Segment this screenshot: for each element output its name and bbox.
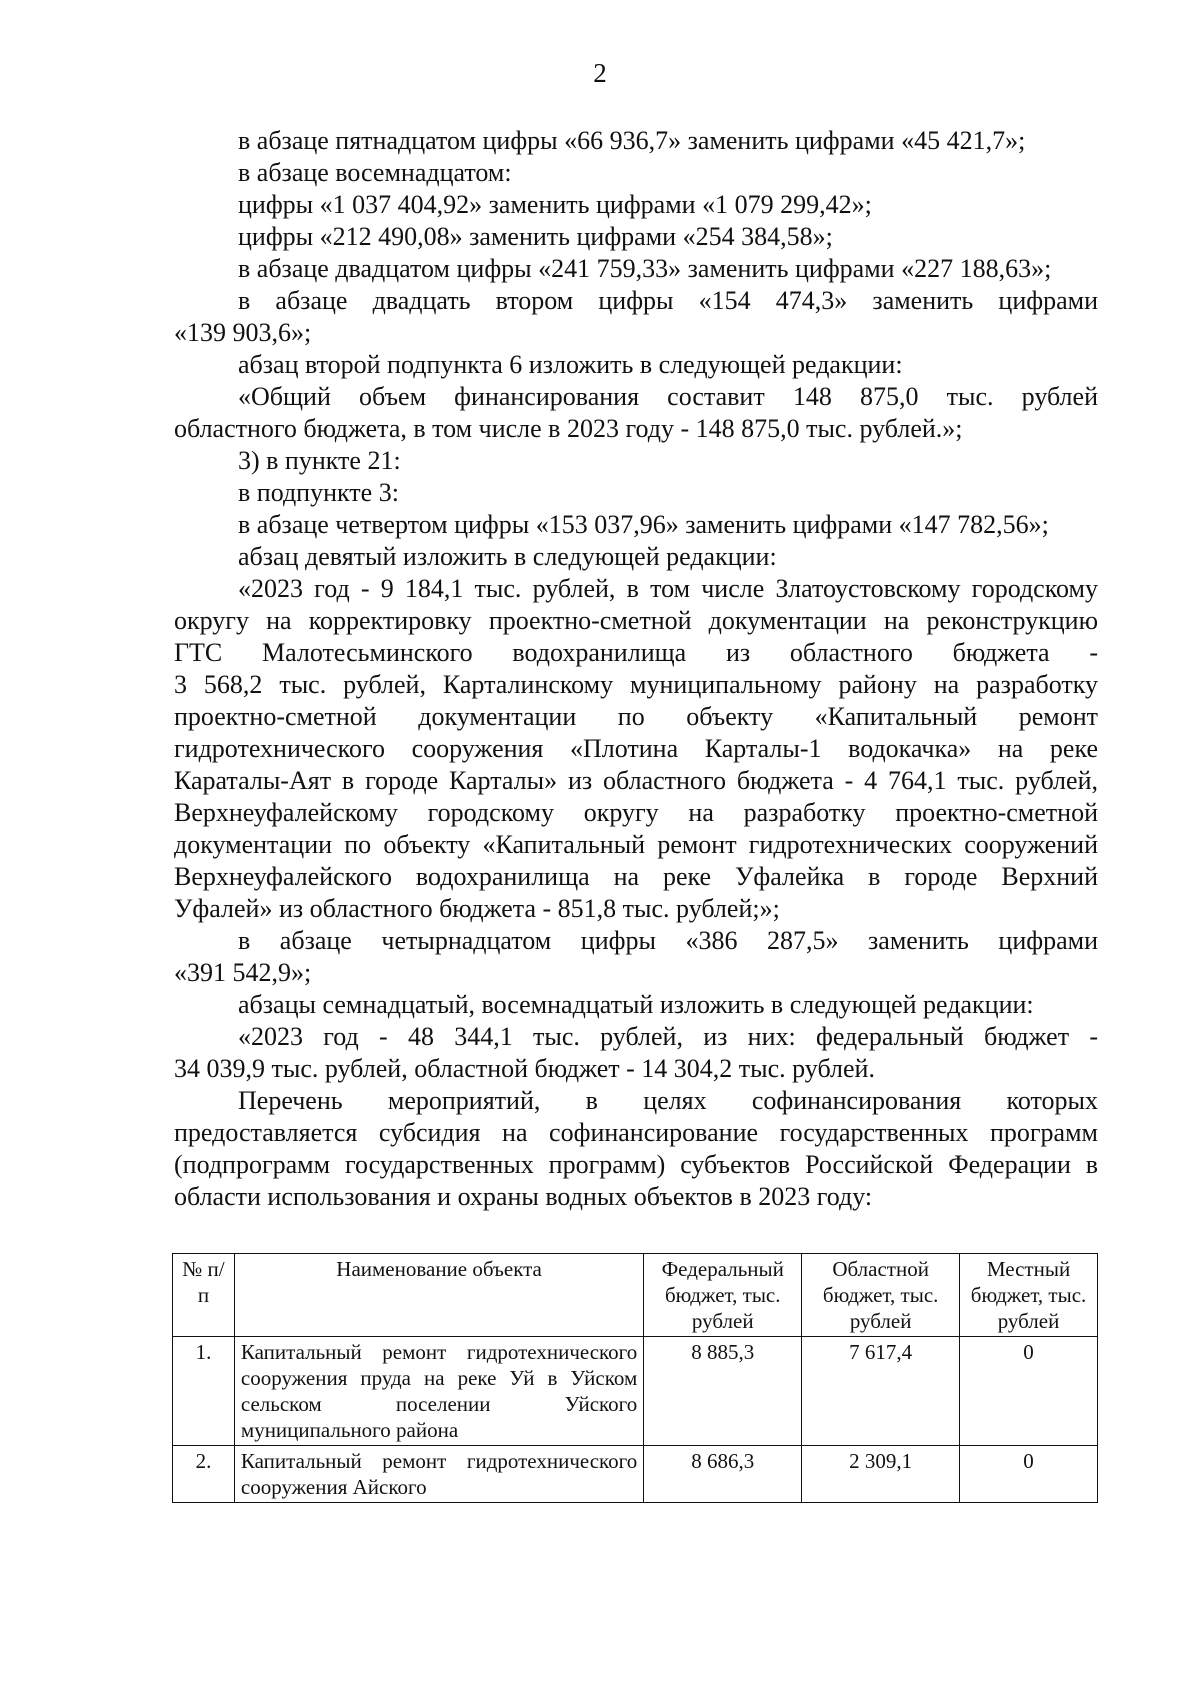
paragraph-line: Перечень мероприятий, в целях софинансирования которых [238, 1086, 1098, 1115]
paragraph-line: областного бюджета, в том числе в 2023 году - 148 875,0 тыс. рублей.»; [174, 414, 963, 443]
paragraph-line: «2023 год - 9 184,1 тыс. рублей, в том числе Златоустовскому городскому [238, 574, 1098, 603]
table-header-row [173, 1254, 1098, 1337]
row-local: 0 [960, 1446, 1098, 1503]
paragraph-line: (подпрограмм государственных программ) субъектов Российской Федерации в [174, 1150, 1098, 1179]
row-regional: 7 617,4 [802, 1337, 960, 1446]
objects-table [172, 1253, 1098, 1503]
paragraph-line: «Общий объем финансирования составит 148 875,0 тыс. рублей [238, 382, 1098, 411]
paragraph: абзацы семнадцатый, восемнадцатый изложить в следующей редакции: [238, 990, 1034, 1019]
paragraph-line: «2023 год - 48 344,1 тыс. рублей, из них: федеральный бюджет - [238, 1022, 1098, 1051]
paragraph-line: Верхнеуфалейскому городскому округу на разработку проектно-сметной [174, 798, 1098, 827]
paragraph-line: проектно-сметной документации по объекту «Капитальный ремонт [174, 702, 1098, 731]
paragraph-line: в абзаце двадцать втором цифры «154 474,3» заменить цифрами [238, 286, 1098, 315]
paragraph-line: гидротехнического сооружения «Плотина Карталы-1 водокачка» на реке [174, 734, 1098, 763]
paragraph-line: Караталы-Аят в городе Карталы» из областного бюджета - 4 764,1 тыс. рублей, [174, 766, 1098, 795]
paragraph-line: Верхнеуфалейского водохранилища на реке Уфалейка в городе Верхний [174, 862, 1098, 891]
document-body [174, 125, 1098, 1213]
row-federal: 8 885,3 [644, 1337, 802, 1446]
paragraph: в абзаце восемнадцатом: [238, 158, 512, 187]
table-row [173, 1446, 1098, 1503]
paragraph-line: «139 903,6»; [174, 318, 312, 347]
row-name: Капитальный ремонт гидротехнического сооружения Айского [234, 1446, 643, 1503]
paragraph: абзац второй подпункта 6 изложить в следующей редакции: [238, 350, 903, 379]
paragraph-line: Уфалей» из областного бюджета - 851,8 тыс. рублей;»; [174, 894, 780, 923]
row-local: 0 [960, 1337, 1098, 1446]
page-number: 2 [593, 58, 607, 88]
paragraph-line: «391 542,9»; [174, 958, 312, 987]
paragraph: в абзаце двадцатом цифры «241 759,33» заменить цифрами «227 188,63»; [238, 254, 1052, 283]
paragraph-line: документации по объекту «Капитальный ремонт гидротехнических сооружений [174, 830, 1098, 859]
paragraph: в абзаце пятнадцатом цифры «66 936,7» заменить цифрами «45 421,7»; [238, 126, 1026, 155]
row-num: 1. [173, 1337, 235, 1446]
row-num: 2. [173, 1446, 235, 1503]
paragraph: в подпункте 3: [238, 478, 399, 507]
paragraph-line: округу на корректировку проектно-сметной документации на реконструкцию [174, 606, 1098, 635]
paragraph-line: области использования и охраны водных объектов в 2023 году: [174, 1182, 873, 1211]
paragraph-line: в абзаце четырнадцатом цифры «386 287,5» заменить цифрами [238, 926, 1098, 955]
paragraph: цифры «1 037 404,92» заменить цифрами «1 079 299,42»; [238, 190, 872, 219]
header-name: Наименование объекта [234, 1254, 643, 1337]
header-federal: Федеральный бюджет, тыс. рублей [644, 1254, 802, 1337]
row-regional: 2 309,1 [802, 1446, 960, 1503]
paragraph-line: 3 568,2 тыс. рублей, Карталинскому муниципальному району на разработку [174, 670, 1098, 699]
paragraph-line: предоставляется субсидия на софинансирование государственных программ [174, 1118, 1098, 1147]
row-name: Капитальный ремонт гидротехнического сооружения пруда на реке Уй в Уйском сельском поселении Уйского муниципального района [234, 1337, 643, 1446]
paragraph-line: ГТС Малотесьминского водохранилища из областного бюджета - [174, 638, 1098, 667]
table-row [173, 1337, 1098, 1446]
paragraph: цифры «212 490,08» заменить цифрами «254 384,58»; [238, 222, 833, 251]
header-regional: Областной бюджет, тыс. рублей [802, 1254, 960, 1337]
header-num: № п/п [173, 1254, 235, 1337]
row-federal: 8 686,3 [644, 1446, 802, 1503]
header-local: Местный бюджет, тыс. рублей [960, 1254, 1098, 1337]
paragraph-line: 34 039,9 тыс. рублей, областной бюджет - 14 304,2 тыс. рублей. [174, 1054, 875, 1083]
paragraph: 3) в пункте 21: [238, 446, 401, 475]
paragraph: в абзаце четвертом цифры «153 037,96» заменить цифрами «147 782,56»; [238, 510, 1049, 539]
paragraph: абзац девятый изложить в следующей редакции: [238, 542, 777, 571]
